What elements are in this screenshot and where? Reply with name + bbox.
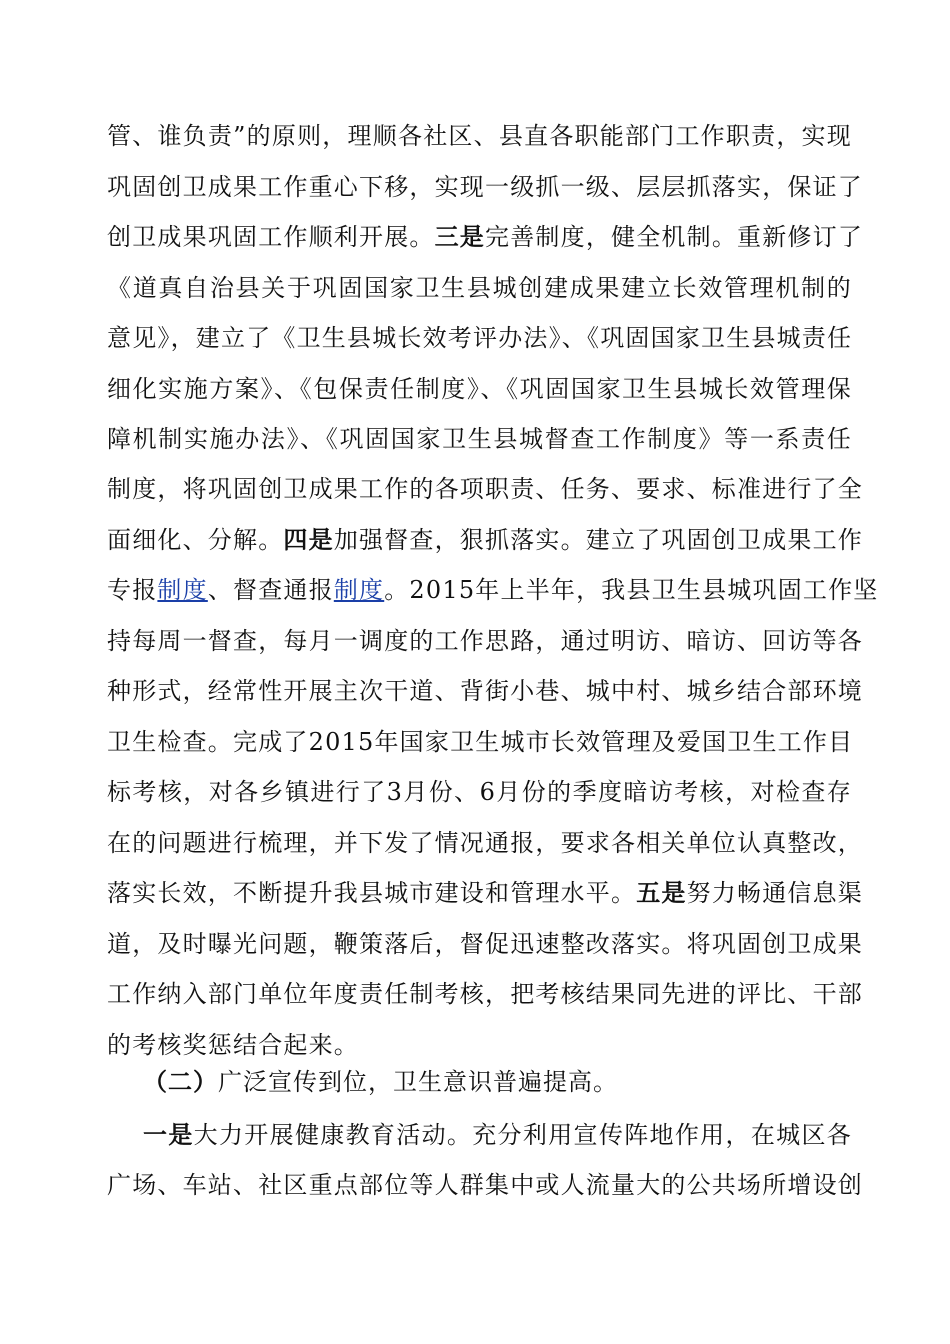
- body-line: 卫生检查。完成了2015年国家卫生城市长效管理及爱国卫生工作目: [107, 728, 854, 756]
- text-run: 加强督查，狠抓落实。建立了巩固创卫成果工作: [333, 526, 864, 554]
- hyperlink-zhidu[interactable]: 制度: [157, 576, 208, 604]
- text-run: 、督查通报: [207, 576, 334, 604]
- heading-text: 广泛宣传到位，卫生意识普遍提高。: [218, 1068, 618, 1096]
- body-line: 道，及时曝光问题，鞭策落后，督促迅速整改落实。将巩固创卫成果: [107, 930, 863, 958]
- text-run: 大力开展健康教育活动。充分利用宣传阵地作用，在城区各: [193, 1121, 852, 1149]
- body-line: 障机制实施办法》、《巩固国家卫生县城督查工作制度》等一系责任: [107, 425, 852, 453]
- keyword-bold: 三是: [434, 222, 486, 251]
- body-line: 的考核奖惩结合起来。: [107, 1031, 359, 1059]
- text-run: 。2015年上半年，我县卫生县城巩固工作坚: [384, 576, 879, 604]
- body-line: 在的问题进行梳理，并下发了情况通报，要求各相关单位认真整改，: [107, 829, 863, 857]
- body-line: 意见》，建立了《卫生县城长效考评办法》、《巩固国家卫生县城责任: [107, 324, 853, 352]
- body-line: 种形式，经常性开展主次干道、背街小巷、城中村、城乡结合部环境: [107, 677, 863, 705]
- text-run: 落实长效，不断提升我县城市建设和管理水平。: [107, 879, 637, 907]
- body-line: 广场、车站、社区重点部位等人群集中或人流量大的公共场所增设创: [107, 1171, 863, 1199]
- keyword-bold: 一是: [143, 1120, 194, 1149]
- body-line: [107, 1118, 852, 1152]
- body-line: 巩固创卫成果工作重心下移，实现一级抓一级、层层抓落实，保证了: [107, 173, 863, 201]
- body-line: 工作纳入部门单位年度责任制考核，把考核结果同先进的评比、干部: [107, 980, 863, 1008]
- body-line: 制度，将巩固创卫成果工作的各项职责、任务、要求、标准进行了全: [107, 475, 863, 503]
- keyword-bold: 五是: [636, 878, 687, 907]
- body-line: [107, 876, 864, 910]
- text-run: 面细化、分解。: [107, 526, 284, 554]
- body-line: [107, 573, 879, 607]
- keyword-bold: 四是: [283, 525, 334, 554]
- text-run: 努力畅通信息渠: [686, 879, 864, 907]
- body-line: [107, 523, 864, 557]
- text-run: 完善制度，健全机制。重新修订了: [485, 223, 864, 251]
- body-line: 细化实施方案》、《包保责任制度》、《巩固国家卫生县城长效管理保: [107, 375, 852, 403]
- text-run: 创卫成果巩固工作顺利开展。: [107, 223, 435, 251]
- section-heading: [143, 1065, 618, 1099]
- hyperlink-zhidu[interactable]: 制度: [333, 576, 385, 604]
- body-line: [107, 220, 864, 254]
- text-run: 专报: [107, 576, 158, 604]
- body-line: 《道真自治县关于巩固国家卫生县城创建成果建立长效管理机制的: [107, 274, 852, 302]
- body-line: 持每周一督查，每月一调度的工作思路，通过明访、暗访、回访等各: [107, 627, 863, 655]
- heading-number: （二）: [143, 1068, 218, 1096]
- body-line: 标考核，对各乡镇进行了3月份、6月份的季度暗访考核，对检查存: [107, 778, 852, 806]
- body-line: 管、谁负责”的原则，理顺各社区、县直各职能部门工作职责，实现: [107, 122, 852, 150]
